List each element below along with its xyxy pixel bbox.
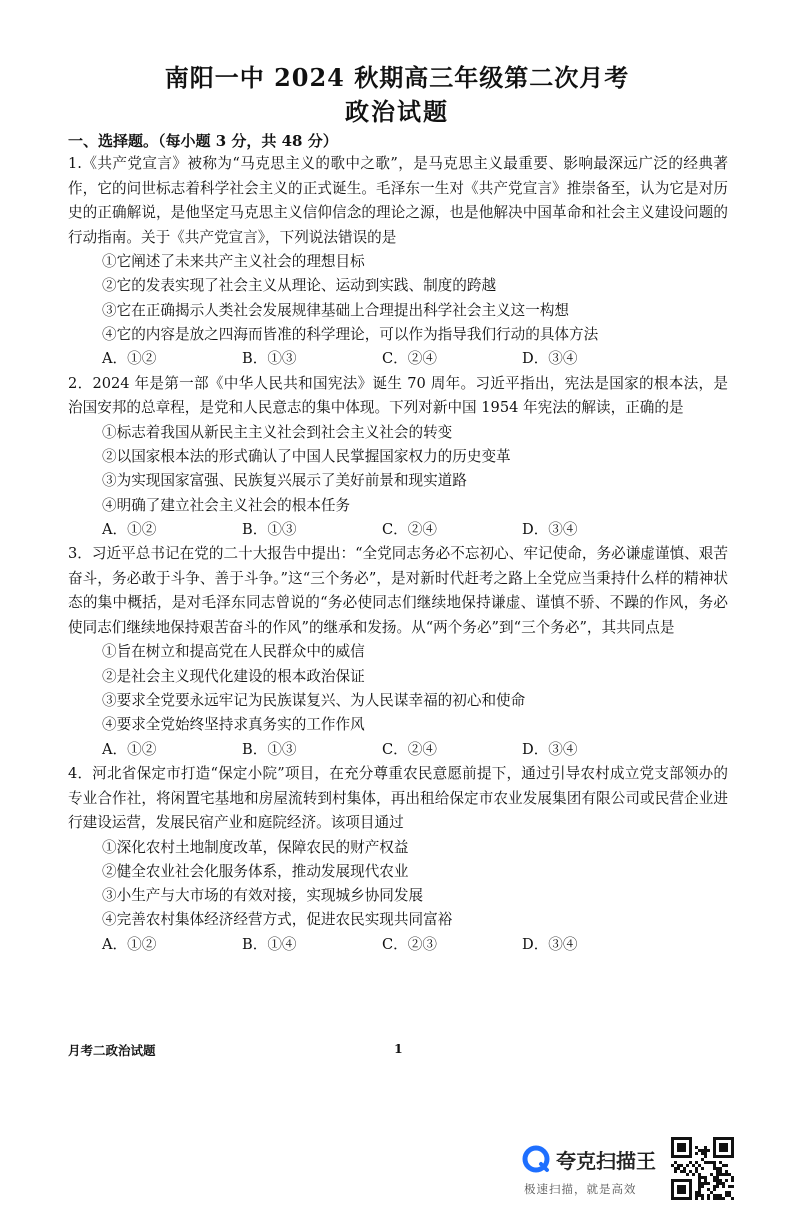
answer-choices: [102, 738, 728, 763]
question-3: [68, 542, 728, 762]
answer-choices: [102, 347, 728, 372]
answer-choice-c: C．②③: [382, 935, 437, 953]
question-1: [68, 152, 728, 372]
question-option: ④明确了建立社会主义社会的根本任务: [102, 496, 351, 514]
question-option: ②健全农业社会化服务体系，推动发展现代农业: [102, 862, 409, 880]
question-option: ①标志着我国从新民主主义社会到社会主义社会的转变: [102, 423, 453, 441]
question-option: ③它在正确揭示人类社会发展规律基础上合理提出科学社会主义这一构想: [102, 301, 570, 319]
question-option: ②是社会主义现代化建设的根本政治保证: [102, 667, 365, 685]
question-option: ③小生产与大市场的有效对接，实现城乡协同发展: [102, 887, 424, 905]
answer-choice-a: A．①②: [102, 350, 157, 368]
question-4: [68, 762, 728, 957]
questions-area: [68, 152, 728, 957]
question-stem: 4．河北省保定市打造“保定小院”项目，在充分尊重农民意愿前提下，通过引导农村成立党支部领办的专业合作社，将闲置宅基地和房屋流转到村集体，再出租给保定市农业发展集团有限公司或民营企业进行建设运营，发展民宿产业和庭院经济。该项目通过: [68, 765, 728, 832]
scanner-watermark: [522, 1141, 672, 1201]
question-stem: 2．2024 年是第一部《中华人民共和国宪法》诞生 70 周年。习近平指出，宪法是国家的根本法，是治国安邦的总章程，是党和人民意志的集中体现。下列对新中国 1954 年宪法的解读，正确的是: [68, 374, 728, 417]
answer-choice-d: D．③④: [522, 935, 578, 953]
question-option: ④它的内容是放之四海而皆准的科学理论，可以作为指导我们行动的具体方法: [102, 325, 599, 343]
scanner-brand-name: 夸克扫描王: [556, 1149, 656, 1173]
exam-title: 南阳一中 2024 秋期高三年级第二次月考: [164, 63, 630, 92]
question-option: ③为实现国家富强、民族复兴展示了美好前景和现实道路: [102, 472, 467, 490]
question-option: ②以国家根本法的形式确认了中国人民掌握国家权力的历史变革: [102, 447, 511, 465]
question-option: ①它阐述了未来共产主义社会的理想目标: [102, 253, 365, 270]
question-option: ②它的发表实现了社会主义从理论、运动到实践、制度的跨越: [102, 277, 497, 295]
question-2: [68, 372, 728, 543]
answer-choice-c: C．②④: [382, 740, 437, 758]
answer-choice-c: C．②④: [382, 350, 437, 368]
answer-choice-d: D．③④: [522, 350, 578, 368]
scanner-tagline: 极速扫描，就是高效: [524, 1182, 637, 1196]
answer-choices: [102, 518, 728, 543]
answer-choice-b: B．①③: [242, 740, 297, 758]
answer-choice-c: C．②④: [382, 520, 437, 538]
question-stem: 1.《共产党宣言》被称为“马克思主义的歌中之歌”，是马克思主义最重要、影响最深远广泛的经典著作，它的问世标志着科学社会主义的正式诞生。毛泽东一生对《共产党宣言》推崇备至，认为它是对历史的正确解说，是他坚定马克思主义信仰信念的理论之源，也是他解决中国革命和社会主义建设问题的行动指南。关于《共产党宣言》，下列说法错误的是: [68, 155, 728, 246]
question-option: ④完善农村集体经济经营方式，促进农民实现共同富裕: [102, 911, 453, 929]
page-number: 1: [394, 1041, 403, 1056]
answer-choice-b: B．①③: [242, 520, 297, 538]
answer-choice-b: B．①④: [242, 935, 297, 953]
answer-choices: [102, 933, 728, 958]
answer-choice-d: D．③④: [522, 740, 578, 758]
question-option: ①深化农村土地制度改革，保障农民的财产权益: [102, 838, 409, 856]
answer-choice-a: A．①②: [102, 520, 157, 538]
qr-code-icon: [671, 1137, 734, 1200]
question-option: ④要求全党始终坚持求真务实的工作作风: [102, 716, 365, 734]
quark-logo-icon: [522, 1145, 550, 1173]
answer-choice-a: A．①②: [102, 740, 157, 758]
exam-subject-title: 政治试题: [345, 97, 449, 126]
question-option: ③要求全党要永远牢记为民族谋复兴、为人民谋幸福的初心和使命: [102, 691, 526, 709]
answer-choice-d: D．③④: [522, 520, 578, 538]
question-option: ①旨在树立和提高党在人民群众中的威信: [102, 643, 365, 661]
section-heading: 一、选择题。（每小题 3 分，共 48 分）: [68, 132, 338, 150]
question-stem: 3．习近平总书记在党的二十大报告中提出：“全党同志务必不忘初心、牢记使命，务必谦虚谨慎、艰苦奋斗，务必敢于斗争、善于斗争。”这“三个务必”，是对新时代赶考之路上全党应当秉持什么样的精神状态的集中概括，是对毛泽东同志曾说的“务必使同志们继续地保持谦虚、谨慎不骄、不躁的作风，务必使同志们继续地保持艰苦奋斗的作风”的继承和发扬。从“两个务必”到“三个务必”，其共同点是: [68, 545, 728, 636]
answer-choice-a: A．①②: [102, 935, 157, 953]
footer-label: 月考二政治试题: [68, 1043, 156, 1058]
answer-choice-b: B．①③: [242, 350, 297, 368]
